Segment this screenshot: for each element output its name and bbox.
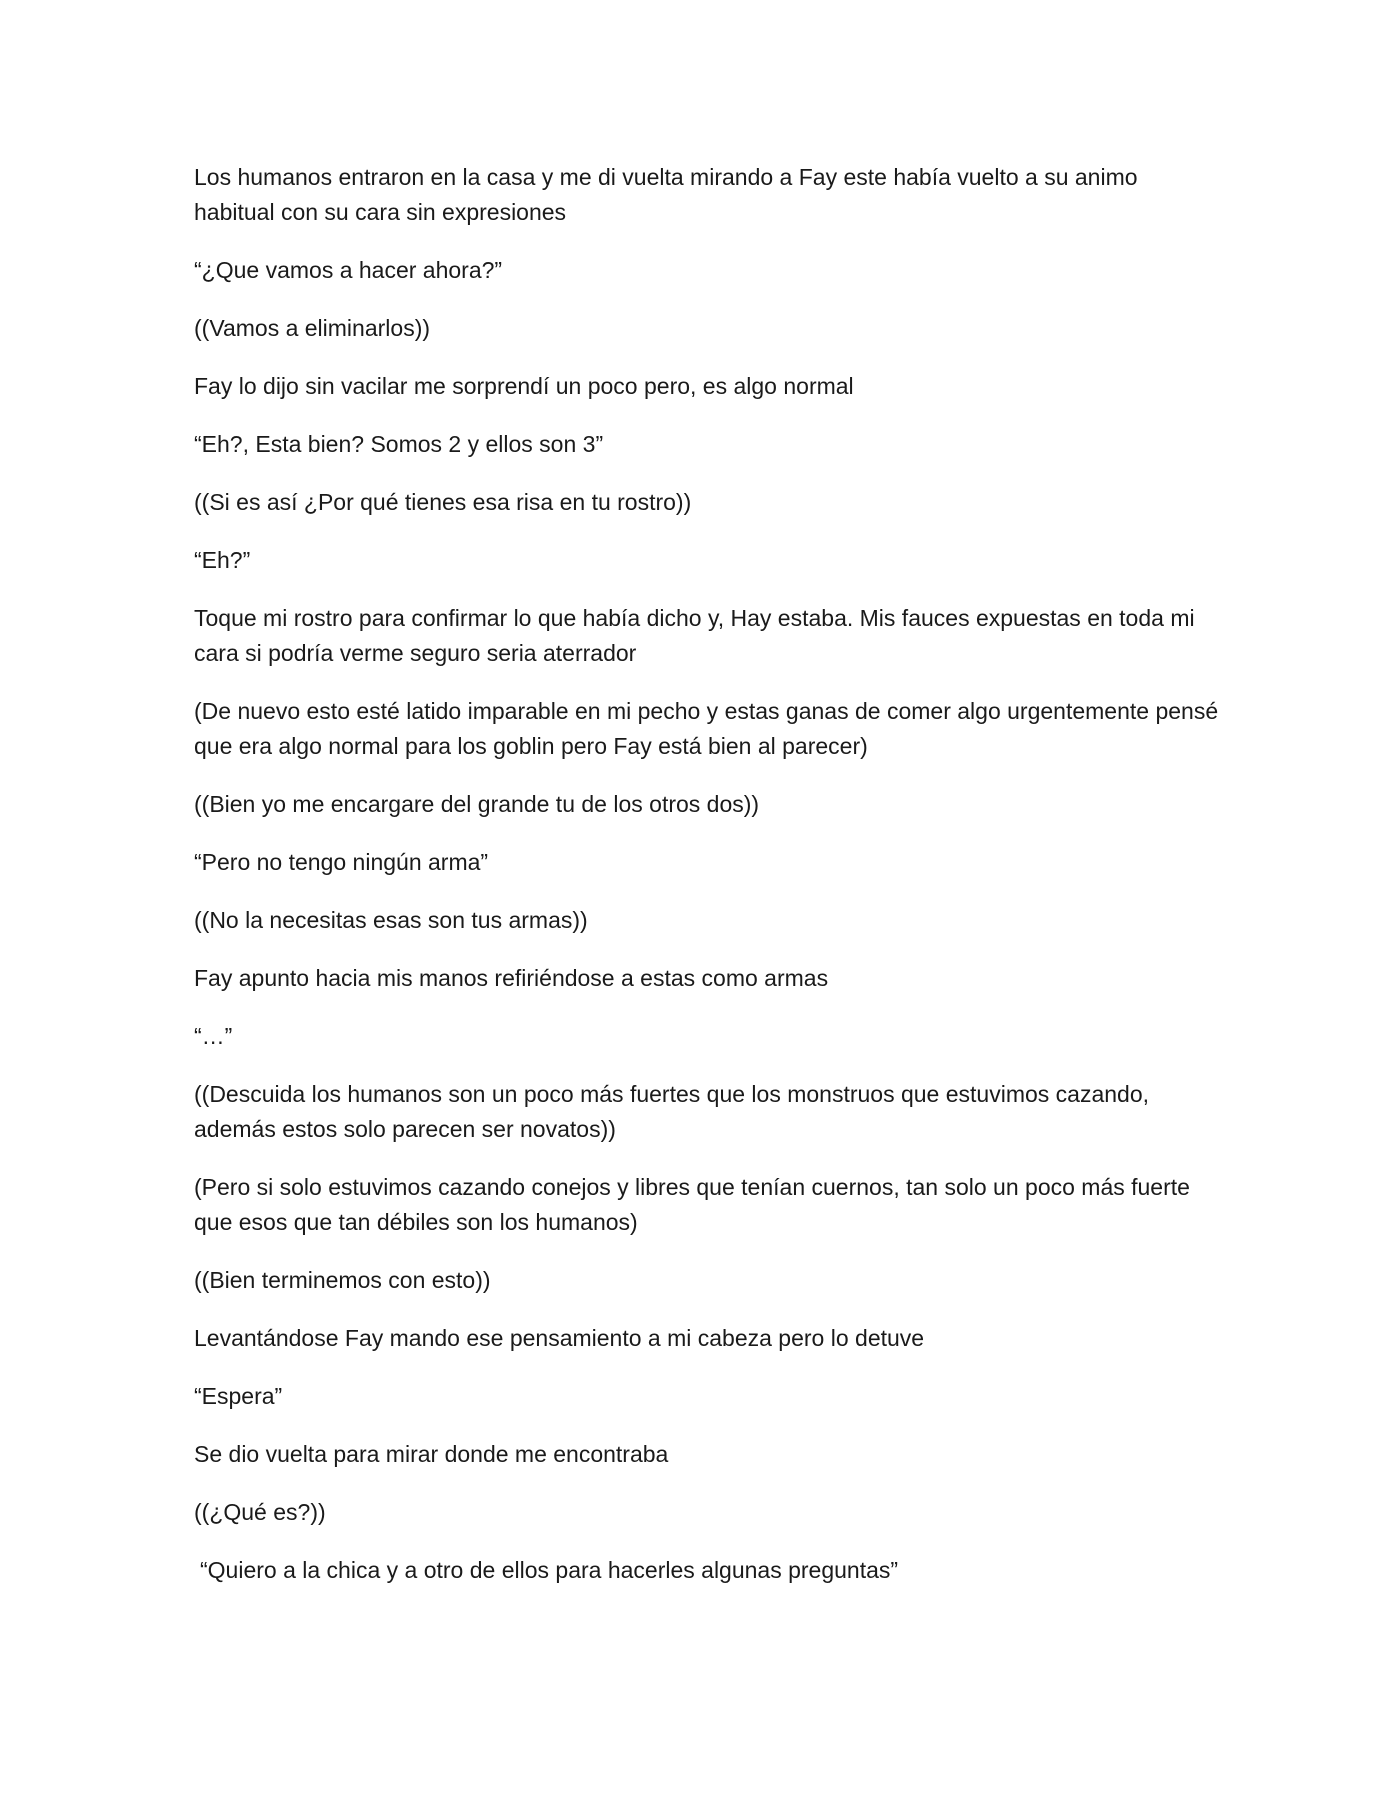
paragraph: “Espera” bbox=[194, 1383, 283, 1409]
paragraph: ((No la necesitas esas son tus armas)) bbox=[194, 907, 588, 933]
paragraph: “Pero no tengo ningún arma” bbox=[194, 849, 489, 875]
paragraph: Fay apunto hacia mis manos refiriéndose a estas como armas bbox=[194, 965, 829, 991]
paragraph: “¿Que vamos a hacer ahora?” bbox=[194, 257, 503, 283]
paragraph: Los humanos entraron en la casa y me di vuelta mirando a Fay este había vuelto a su animo habitual con su cara sin expresiones bbox=[194, 164, 1138, 225]
paragraph: Levantándose Fay mando ese pensamiento a mi cabeza pero lo detuve bbox=[194, 1325, 925, 1351]
paragraph: ((Vamos a eliminarlos)) bbox=[194, 315, 431, 341]
paragraph: “…” bbox=[194, 1023, 233, 1049]
paragraph: “Eh?, Esta bien? Somos 2 y ellos son 3” bbox=[194, 431, 604, 457]
paragraph: (De nuevo esto esté latido imparable en mi pecho y estas ganas de comer algo urgentemente pensé que era algo normal para los goblin pero Fay está bien al parecer) bbox=[194, 698, 1219, 759]
paragraph: ((Descuida los humanos son un poco más fuertes que los monstruos que estuvimos cazando, además estos solo parecen ser novatos)) bbox=[194, 1081, 1150, 1142]
paragraph: “Eh?” bbox=[194, 547, 251, 573]
paragraph: ((Bien terminemos con esto)) bbox=[194, 1267, 491, 1293]
paragraph: Toque mi rostro para confirmar lo que había dicho y, Hay estaba. Mis fauces expuestas en toda mi cara si podría verme seguro seria aterrador bbox=[194, 605, 1195, 666]
paragraph: ((Bien yo me encargare del grande tu de los otros dos)) bbox=[194, 791, 760, 817]
paragraph: ((Si es así ¿Por qué tienes esa risa en tu rostro)) bbox=[194, 489, 692, 515]
paragraph: Fay lo dijo sin vacilar me sorprendí un poco pero, es algo normal bbox=[194, 373, 854, 399]
document-body bbox=[194, 160, 1224, 1611]
paragraph: (Pero si solo estuvimos cazando conejos y libres que tenían cuernos, tan solo un poco más fuerte que esos que tan débiles son los humanos) bbox=[194, 1174, 1190, 1235]
paragraph: Se dio vuelta para mirar donde me encontraba bbox=[194, 1441, 669, 1467]
paragraph: “Quiero a la chica y a otro de ellos para hacerles algunas preguntas” bbox=[200, 1557, 899, 1583]
paragraph: ((¿Qué es?)) bbox=[194, 1499, 326, 1525]
